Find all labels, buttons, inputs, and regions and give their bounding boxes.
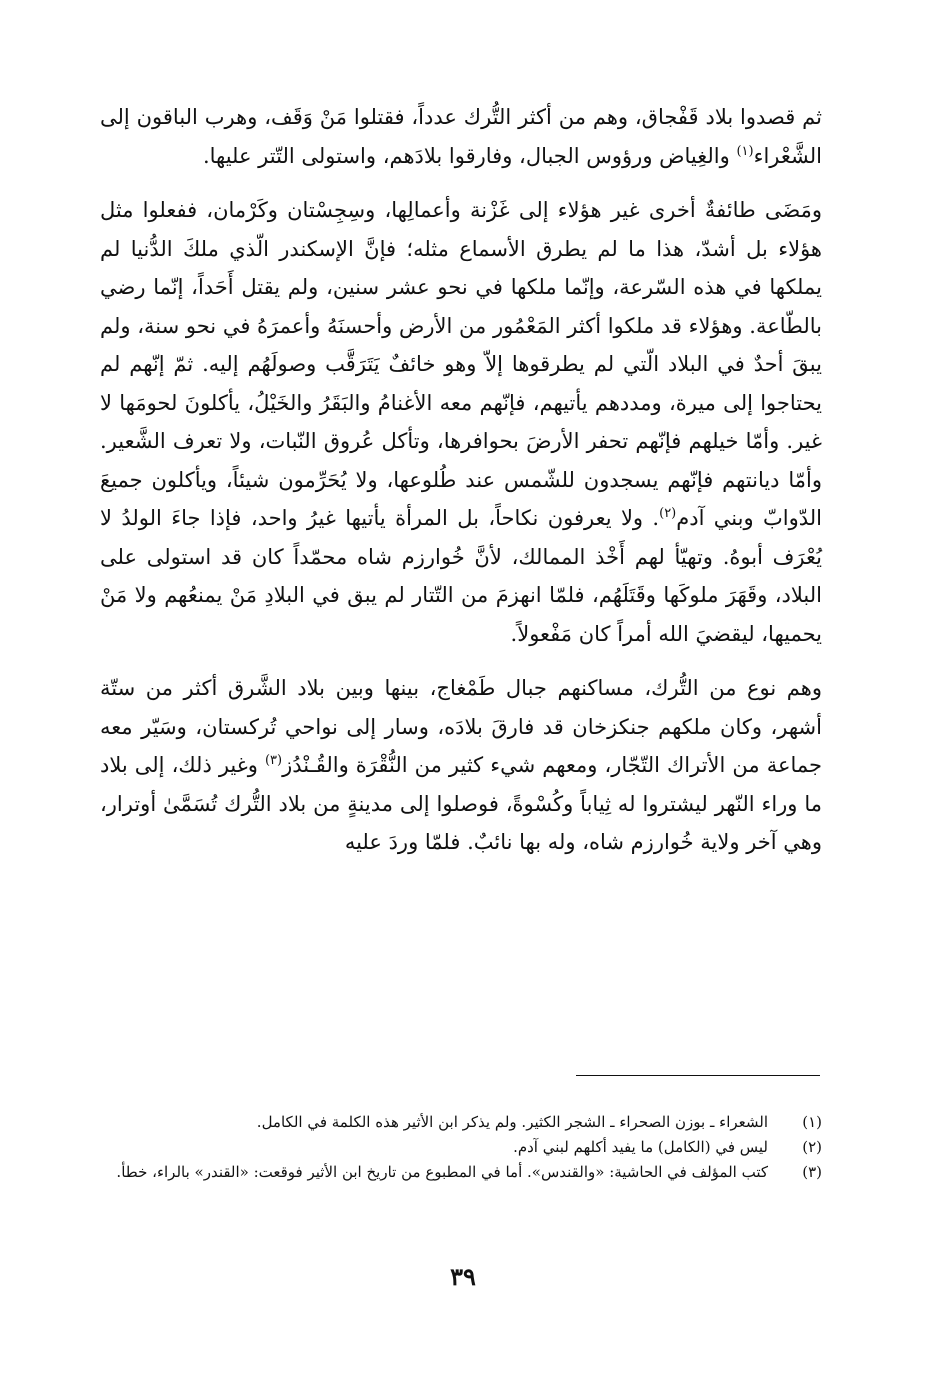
footnote-divider	[576, 1075, 820, 1076]
page-number: ٣٩	[450, 1262, 476, 1291]
footnotes	[100, 1110, 822, 1185]
footnote-number: (٢)	[802, 1138, 822, 1156]
footnote-text: كتب المؤلف في الحاشية: «والقندس». أما في المطبوع من تاريخ ابن الأثير فوقعت: «القندر» بالراء، خطأ.	[116, 1163, 768, 1181]
text-segment: وهم نوع من التُّرك، مساكنهم جبال طَمْغاج، بينها وبين بلاد الشَّرق أكثر من ستّة أشهر، وكان ملكهم جنكزخان قد فارقَ بلادَه، وسار إلى نواحي تُركستان، وسَيّر معه جماعة من الأتراك التّجّار، ومعهم شيء كثير من النُّقْرَة والقُـنْدُز	[100, 676, 823, 777]
text-segment: ثم قصدوا بلاد قَفْجاق، وهم من أكثر التُّرك عدداً، فقتلوا مَنْ وَقَف، وهرب الباقون إلى الشَّعْراء	[100, 105, 822, 168]
footnote-ref-3: (٣)	[264, 753, 283, 768]
footnote-number: (٣)	[802, 1163, 822, 1181]
footnote-number: (١)	[802, 1113, 822, 1131]
text-segment: . ولا يعرفون نكاحاً، بل المرأة يأتيها غيرُ واحد، فإذا جاءَ الولدُ لا يُعْرَف أبوهُ. وتهيّأ لهم أَخْذ الممالك، لأنَّ خُوارزم شاه محمّداً كان قد استولى على البلاد، وقَهَرَ ملوكَها وقَتَلَهُم، فلمّا انهزمَ من التّتار لم يبق في البلادِ مَنْ يمنعُهم ولا مَنْ يحميها، ليقضيَ الله أمراً كان مَفْعولاً.	[100, 506, 822, 646]
paragraph-3	[100, 669, 822, 862]
text-segment: وغير ذلك، إلى بلاد ما وراء النّهر ليشتروا له ثِياباً وكُسْوةً، فوصلوا إلى مدينةٍ من بلاد التُّرك تُسَمَّىٰ أوترار، وهي آخر ولاية خُوارزم شاه، وله بها نائبٌ. فلمّا وردَ عليه	[100, 753, 822, 854]
main-text	[100, 98, 822, 862]
footnote-ref-2: (٢)	[659, 506, 677, 521]
text-segment: ومَضَى طائفةٌ أخرى غير هؤلاء إلى غَزْنة وأعمالِها، وسِجِسْتان وكَرْمان، ففعلوا مثل هؤلاء بل أشدّ، هذا ما لم يطرق الأسماع مثله؛ فإنَّ الإسكندر الّذي ملكَ الدُّنيا لم يملكها في هذه السّرعة، وإنّما ملكها في نحو عشر سنين، ولم يقتل أَحَداً، إنّما رضي بالطّاعة. وهؤلاء قد ملكوا أكثر المَعْمُور من الأرض وأحسنَهُ وأعمرَهُ في نحو سنة، ولم يبقَ أحدٌ في البلاد الّتي لم يطرقوها إلاّ وهو خائفٌ يَتَرَقَّب وصولَهُم إليه. ثمّ إنّهم لم يحتاجوا إلى ميرة، ومددهم يأتيهم، فإنّهم معه الأغنامُ والبَقَرُ والخَيْلُ، يأكلونَ لحومَها لا غير. وأمّا خيلهم فإنّهم تحفر الأرضَ بحوافرها، وتأكل عُروق النّبات، ولا تعرف الشَّعير. وأمّا ديانتهم فإنّهم يسجدون للشّمس عند طُلوعها، ولا يُحَرِّمون شيئاً، ويأكلون جميعَ الدّوابّ وبني آدم	[100, 198, 822, 530]
footnote-text: ليس في (الكامل) ما يفيد أكلهم لبني آدم.	[513, 1138, 768, 1156]
footnote-2	[100, 1135, 822, 1160]
footnote-1	[100, 1110, 822, 1135]
text-segment: والغِياض ورؤوس الجبال، وفارقوا بلادَهم، واستولى التّتر عليها.	[202, 143, 737, 168]
footnote-text: الشعراء ـ بوزن الصحراء ـ الشجر الكثير. ولم يذكر ابن الأثير هذه الكلمة في الكامل.	[256, 1113, 768, 1131]
footnote-3	[100, 1160, 822, 1185]
footnote-ref-1: (١)	[736, 143, 754, 159]
paragraph-2	[100, 191, 822, 653]
paragraph-1	[100, 98, 822, 175]
